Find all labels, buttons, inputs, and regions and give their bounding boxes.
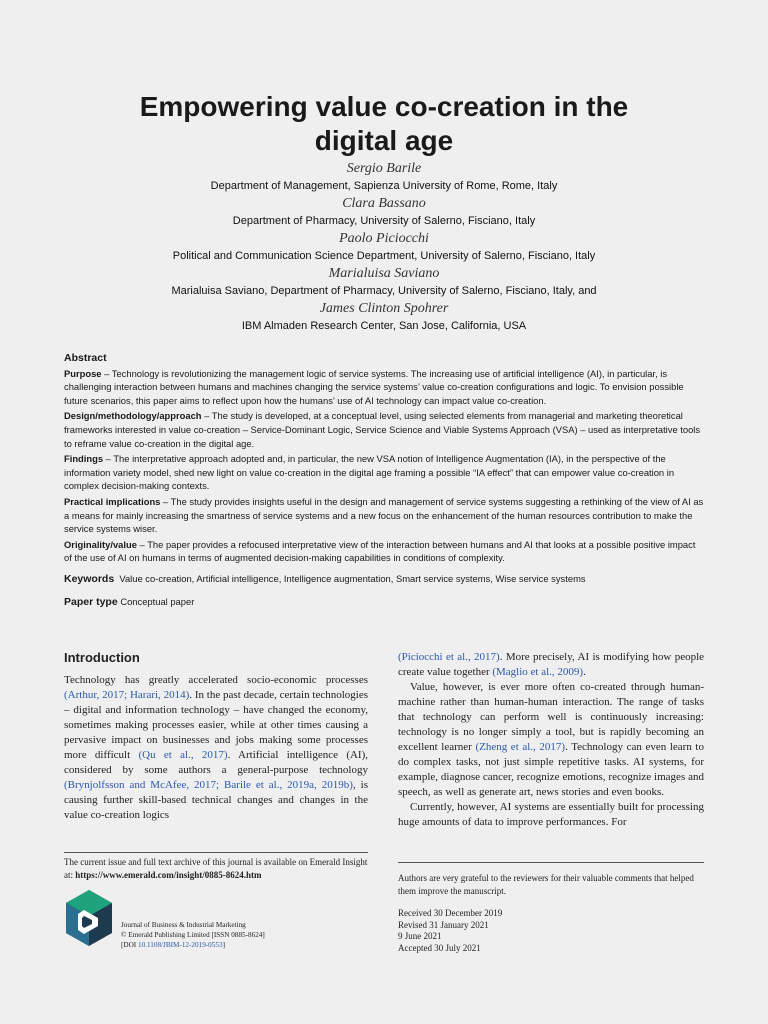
footer-divider	[64, 852, 368, 853]
citation-link[interactable]: (Arthur, 2017; Harari, 2014)	[64, 689, 190, 701]
doi-link[interactable]: 10.1108/JBIM-12-2019-0553	[137, 941, 223, 949]
emerald-logo-icon	[64, 888, 114, 948]
section-label: Purpose	[64, 367, 102, 379]
section-label: Findings	[64, 453, 104, 465]
acknowledgement-note: Authors are very grateful to the reviewers for their valuable comments that helped them improve the manuscript.	[398, 873, 694, 896]
archive-text: The current issue and full text archive of this journal is available on Emerald Insight at:	[64, 857, 368, 880]
article-dates	[398, 908, 502, 954]
citation-link[interactable]: (Maglio et al., 2009)	[492, 666, 584, 678]
intro-paragraph	[64, 673, 368, 823]
section-label: Practical implications	[64, 495, 161, 507]
author-affiliation: Political and Communication Science Department, University of Salerno, Fisciano, Italy	[172, 250, 596, 262]
author-list	[60, 160, 708, 335]
author-name: Clara Bassano	[342, 196, 426, 211]
section-text: – The interpretative approach adopted and, in particular, the new VSA notion of Intelligence Augmentation (IA), in the perspective of the information variety model, shed new light on value co-creation in the digital age framing a possible “IA effect” that can empower value co-creation in complex decision-making contexts.	[64, 453, 675, 492]
body-text: . More precisely, AI is modifying how people create value together	[398, 651, 705, 678]
title-line-1: Empowering value co-creation in the	[139, 91, 629, 122]
body-text: . Artificial intelligence (AI), considered by some authors a general-purpose technology	[64, 749, 369, 776]
author-affiliation: Department of Pharmacy, University of Salerno, Fisciano, Italy	[232, 215, 536, 227]
abstract-practical	[64, 495, 704, 536]
citation-link[interactable]: (Qu et al., 2017)	[138, 749, 228, 761]
paper-type-text: Conceptual paper	[120, 595, 195, 607]
left-column	[64, 650, 368, 823]
keywords	[64, 572, 704, 587]
body-text: .	[583, 666, 586, 678]
body-text: Value, however, is ever more often co-created through human-machine rather than human-human interaction. The range of tasks that technology can perform well is continuously increasing: technology is no longer simply a tool, but is rapidly becoming an excellent learner	[398, 681, 704, 753]
revised-date: Revised 31 January 2021	[398, 919, 489, 930]
body-paragraph	[398, 800, 704, 830]
abstract-findings	[64, 452, 704, 493]
archive-url[interactable]: https://www.emerald.com/insight/0885-8624.htm	[75, 869, 262, 880]
section-text: – The paper provides a refocused interpretative view of the interaction between humans and AI that looks at a possible positive impact of the use of AI on humans in terms of augmented decision-making capabilities in conditions of complexity.	[64, 538, 696, 564]
author-name: Sergio Barile	[346, 161, 422, 176]
doi-suffix: ]	[222, 941, 225, 949]
abstract-design	[64, 409, 704, 450]
publisher-info: © Emerald Publishing Limited [ISSN 0885-8624]	[121, 931, 265, 939]
article-title	[60, 90, 708, 158]
author-name: Paolo Piciocchi	[339, 231, 429, 246]
keywords-label: Keywords	[64, 572, 115, 585]
author-name: Marialuisa Saviano	[328, 266, 440, 281]
section-text: – Technology is revolutionizing the management logic of service systems. The increasing use of artificial intelligence (AI), in particular, is challenging interaction between humans and machines changing the service systems’ value co-creation configurations and logic. To envision possible future scenarios, this paper aims to reflect upon how the humans’ use of AI technology can impact value co-creation.	[64, 367, 684, 406]
citation-link[interactable]: (Piciocchi et al., 2017)	[398, 651, 500, 663]
citation-link[interactable]: (Brynjolfsson and McAfee, 2017; Barile et al., 2019a, 2019b)	[64, 779, 353, 791]
revised-date-2: 9 June 2021	[398, 931, 442, 941]
section-label: Design/methodology/approach	[64, 410, 202, 422]
author-name: James Clinton Spohrer	[319, 301, 449, 316]
right-column	[398, 650, 704, 830]
body-text: . In the past decade, certain technologies – digital and information technology – have changed the economy, sometimes making processes easier, while at other times causing a pervasive impact on businesses and jobs making some processes more difficult	[64, 689, 368, 761]
abstract	[64, 352, 704, 611]
body-text: . Technology can even learn to do complex tasks, not just simple repetitive tasks. AI systems, for example, diagnose cancer, recognize emotions, recognize images and speech, as well as generate art, news stories and even books.	[398, 741, 704, 798]
doi-prefix: [DOI	[121, 941, 138, 949]
section-text: – The study is developed, at a conceptual level, using selected elements from managerial and marketing theoretical frameworks interested in value co-creation – Service-Dominant Logic, Service Science and Viable Systems Approach (VSA) – used as interpretative tools to reframe value co-creation in the digital age.	[64, 410, 701, 449]
journal-info	[121, 920, 265, 950]
accepted-date: Accepted 30 July 2021	[398, 942, 481, 953]
body-text: Technology has greatly accelerated socio-economic processes	[64, 674, 368, 686]
footnote-divider	[398, 862, 704, 863]
title-line-2: digital age	[314, 125, 454, 156]
received-date: Received 30 December 2019	[398, 908, 503, 918]
abstract-originality	[64, 538, 704, 565]
archive-note	[64, 856, 368, 881]
section-text: – The study provides insights useful in the design and management of service systems suggesting a rethinking of the view of AI as a means for mainly increasing the smartness of service systems and a new focus on the enhancement of the human resources contribution to make the service systems wiser.	[64, 495, 704, 535]
keywords-text: Value co-creation, Artificial intelligence, Intelligence augmentation, Smart service systems, Wise service systems	[119, 572, 586, 584]
paper-type	[64, 595, 704, 610]
abstract-heading: Abstract	[64, 352, 107, 364]
abstract-purpose	[64, 367, 704, 408]
author-affiliation: Department of Management, Sapienza University of Rome, Rome, Italy	[210, 180, 558, 192]
body-text: , is causing further skill-based technical changes and changes in the value co-creation logics	[64, 779, 368, 821]
body-paragraph	[398, 650, 704, 680]
introduction-heading: Introduction	[64, 650, 140, 665]
journal-name: Journal of Business & Industrial Marketing	[121, 921, 246, 929]
body-text: Currently, however, AI systems are essentially built for processing huge amounts of data to improve performances. For	[398, 801, 704, 828]
body-paragraph	[398, 680, 704, 800]
doi-line	[121, 940, 265, 950]
author-affiliation: Marialuisa Saviano, Department of Pharmacy, University of Salerno, Fisciano, Italy, and	[171, 285, 597, 297]
section-label: Originality/value	[64, 538, 137, 550]
author-affiliation: IBM Almaden Research Center, San Jose, California, USA	[241, 320, 527, 332]
paper-type-label: Paper type	[64, 595, 118, 608]
citation-link[interactable]: (Zheng et al., 2017)	[475, 741, 566, 753]
